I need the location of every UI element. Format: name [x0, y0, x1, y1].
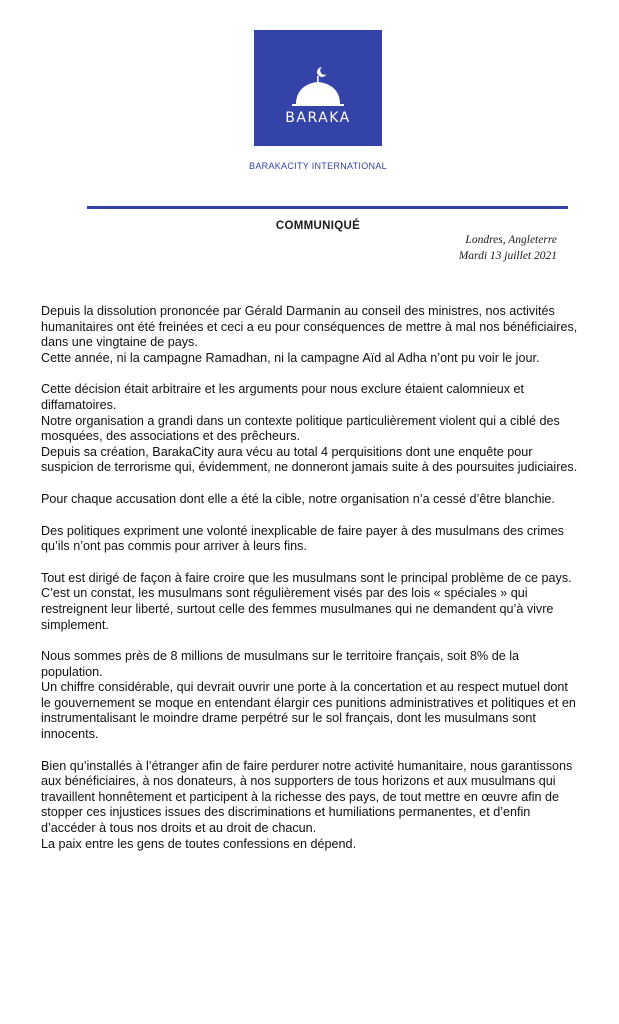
paragraph: [41, 492, 579, 508]
header-divider: [87, 206, 568, 209]
paragraph: [41, 304, 579, 366]
paragraph: [41, 649, 579, 743]
paragraph-line: Cette année, ni la campagne Ramadhan, ni la campagne Aïd al Adha n’ont pu voir le jour.: [41, 350, 540, 365]
communique-body: [41, 304, 579, 868]
paragraph-line: Depuis sa création, BarakaCity aura vécu au total 4 perquisitions dont une enquête pour suspicion de terrorisme qui, évidemment, ne donneront jamais suite à des poursuites judiciaires.: [41, 444, 578, 475]
paragraph-line: La paix entre les gens de toutes confessions en dépend.: [41, 836, 357, 851]
paragraph-line: Tout est dirigé de façon à faire croire que les musulmans sont le principal problème de ce pays.: [41, 570, 572, 585]
paragraph-line: Bien qu’installés à l’étranger afin de faire perdurer notre activité humanitaire, nous garantissons aux bénéficiaires, à nos donateurs, à nos supporters de tous horizons et aux musulmans qui travaillent honnêtement et participent à la richesse des pays, de tout mettre en œuvre afin de stopper ces injustices issues des discriminations et humiliations permanentes, et d’enfin d’accéder à tous nos droits et au droit de chacun.: [41, 758, 573, 836]
paragraph-line: Nous sommes près de 8 millions de musulmans sur le territoire français, soit 8% de la population.: [41, 649, 520, 679]
logo-wordmark: BARAKA: [285, 110, 351, 126]
document-title: COMMUNIQUÉ: [275, 220, 361, 232]
dome-icon: [254, 30, 382, 146]
paragraph: [41, 571, 579, 633]
paragraph-line: Pour chaque accusation dont elle a été la cible, notre organisation n’a cessé d’être blanchie.: [41, 491, 555, 506]
paragraph-line: Notre organisation a grandi dans un contexte politique particulièrement violent qui a ciblé des mosquées, des associations et des prêcheurs.: [41, 413, 560, 444]
location: Londres, Angleterre: [465, 234, 557, 246]
paragraph-line: Des politiques expriment une volonté inexplicable de faire payer à des musulmans des crimes qu’ils n’ont pas commis pour arriver à leurs fins.: [41, 523, 564, 554]
date: Mardi 13 juillet 2021: [458, 250, 557, 262]
paragraph: [41, 382, 579, 476]
paragraph: [41, 524, 579, 555]
paragraph-line: Depuis la dissolution prononcée par Gérald Darmanin au conseil des ministres, nos activités humanitaires ont été freinées et ceci a eu pour conséquences de mettre à mal nos bénéficiaires, dans une vingtaine de pays.: [41, 304, 578, 350]
baraka-logo: [254, 30, 382, 146]
paragraph-line: C’est un constat, les musulmans sont régulièrement visés par des lois « spéciales » qui restreignent leur liberté, surtout celle des femmes musulmanes qui ne demandent qu’à vivre simplement.: [41, 586, 554, 632]
organization-name: BARAKACITY INTERNATIONAL: [249, 161, 387, 171]
paragraph-line: Un chiffre considérable, qui devrait ouvrir une porte à la concertation et au respect mutuel dont le gouvernement se moque en entendant élargir ces punitions administratives et politiques et en instrumentalisant le moindre drame perpétré sur le sol français, dont les musulmans sont innocents.: [41, 680, 576, 742]
paragraph: [41, 759, 579, 853]
paragraph-line: Cette décision était arbitraire et les arguments pour nous exclure étaient calomnieux et diffamatoires.: [41, 382, 525, 412]
dateline: [459, 232, 557, 264]
